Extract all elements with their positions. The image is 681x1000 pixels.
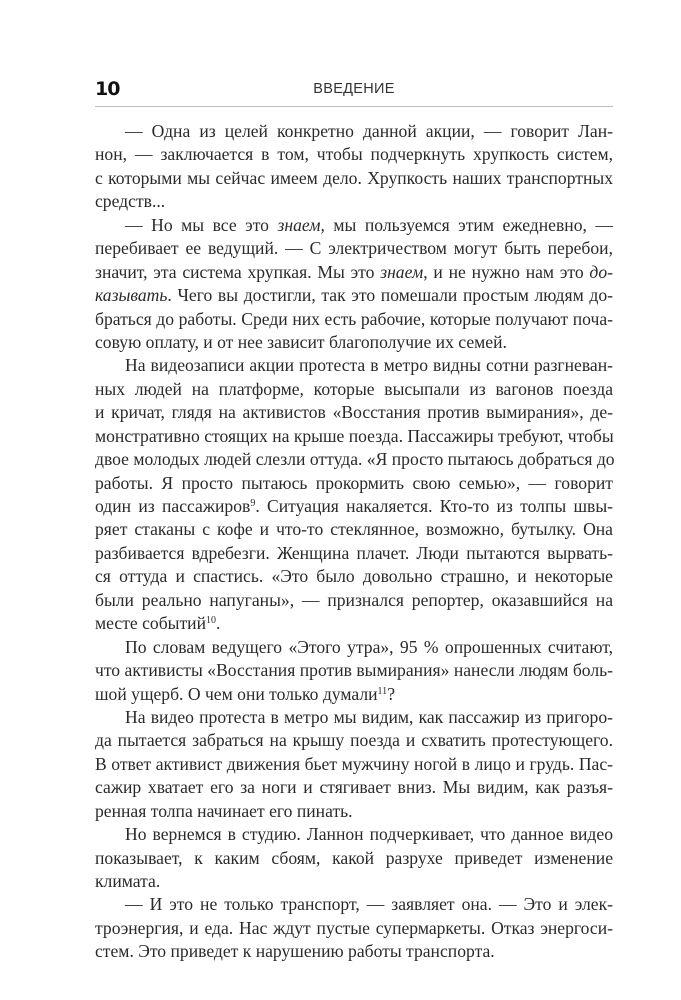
- text-line: [95, 870, 613, 893]
- text-segment: месте событий: [95, 613, 206, 634]
- text-segment: Но вернемся в студию. Ланнон подчеркивает, что данное видео: [125, 824, 613, 845]
- text-line: [95, 495, 613, 518]
- text-segment: На видео протеста в метро мы видим, как пассажир из пригоро-: [125, 706, 613, 727]
- text-line: [95, 800, 613, 823]
- emphasis-text: до-: [589, 261, 613, 282]
- text-segment: На видеозаписи акции протеста в метро видны сотни разгневан-: [125, 355, 613, 376]
- text-segment: сажир хватает его за ноги и стягивает вниз. Мы видим, как разъя-: [95, 777, 613, 798]
- text-segment: монстративно стоящих на крыше поезда. Пассажиры требуют, чтобы: [95, 425, 614, 446]
- text-line: [95, 636, 613, 659]
- text-segment: и кричат, глядя на активистов «Восстания против вымирания», де-: [95, 402, 613, 423]
- footnote-ref: 10: [205, 615, 216, 627]
- text-segment: ?: [387, 683, 395, 704]
- text-segment: перебивает ее ведущий. — С электричеством могут быть перебои,: [95, 238, 613, 259]
- text-segment: один из пассажиров: [95, 496, 251, 516]
- text-segment: По словам ведущего «Этого утра», 95 % опрошенных считают,: [125, 636, 613, 657]
- text-segment: значит, эта система хрупкая. Мы это: [95, 261, 381, 282]
- text-line: [95, 706, 613, 729]
- text-segment: . Ситуация накаляется. Кто-то из толпы швы-: [255, 496, 613, 516]
- text-segment: ренная толпа начинает его пинать.: [95, 800, 353, 821]
- text-segment: — Одна из целей конкретно данной акции, — говорит Лан-: [125, 121, 613, 141]
- text-line: [95, 847, 613, 870]
- text-line: [95, 354, 613, 377]
- page-number: 10: [95, 78, 120, 100]
- text-segment: были реально напуганы», — признался репортер, оказавшийся на: [95, 589, 613, 610]
- text-line: [95, 190, 613, 213]
- text-line: [95, 448, 613, 471]
- text-line: [95, 308, 613, 331]
- text-line: [95, 401, 613, 424]
- text-line: [95, 917, 613, 940]
- text-line: [95, 472, 613, 495]
- emphasis-text: знаем: [380, 261, 424, 282]
- text-segment: ных людей на платформе, которые высыпали из вагонов поезда: [95, 378, 613, 399]
- text-segment: с которыми мы сейчас имеем дело. Хрупкость наших транспортных: [95, 167, 613, 188]
- text-line: [95, 378, 613, 401]
- text-segment: ряет стаканы с кофе и что-то стеклянное, возможно, бутылку. Она: [95, 519, 613, 540]
- text-line: [95, 565, 613, 588]
- emphasis-text: знаем,: [277, 214, 325, 235]
- text-segment: нон, — заключается в том, чтобы подчеркнуть хрупкость систем,: [95, 144, 613, 165]
- text-line: [95, 659, 613, 682]
- text-line: [95, 940, 613, 963]
- text-line: [95, 612, 613, 635]
- paragraph: [95, 706, 613, 823]
- text-segment: . Чего вы достигли, так это помешали простым людям до-: [167, 285, 613, 306]
- footnote-ref: 9: [250, 498, 256, 509]
- text-line: [95, 284, 613, 307]
- text-segment: стем. Это приведет к нарушению работы транспорта.: [95, 941, 495, 962]
- text-segment: троэнергия, и еда. Нас ждут пустые супермаркеты. Отказ энергоси-: [95, 917, 613, 938]
- page-body: [95, 120, 613, 964]
- text-segment: да пытается забраться на крышу поезда и схватить протестующего.: [95, 730, 613, 751]
- text-segment: В ответ активист движения бьет мужчину ногой в лицо и грудь. Пас-: [95, 753, 613, 774]
- paragraph: [95, 893, 613, 963]
- text-line: [95, 237, 613, 260]
- text-line: [95, 167, 613, 190]
- text-line: [95, 331, 613, 354]
- paragraph: [95, 354, 613, 635]
- text-segment: мы пользуемся этим ежедневно, —: [324, 214, 613, 235]
- text-line: [95, 589, 613, 612]
- text-segment: шой ущерб. О чем они только думали: [95, 683, 378, 704]
- text-segment: совую оплату, и от нее зависит благополучие их семей.: [95, 331, 507, 352]
- text-line: [95, 893, 613, 916]
- running-head: ВВЕДЕНИЕ: [313, 81, 395, 97]
- text-line: [95, 683, 613, 706]
- text-segment: браться до работы. Среди них есть рабочие, которые получают поча-: [95, 308, 613, 329]
- text-segment: показывает, к каким сбоям, какой разрухе приведет изменение: [95, 847, 613, 868]
- text-segment: разбивается вдребезги. Женщина плачет. Люди пытаются вырвать-: [95, 542, 613, 563]
- text-line: [95, 214, 613, 237]
- text-segment: работы. Я просто пытаюсь прокормить свою семью», — говорит: [95, 472, 613, 493]
- text-line: [95, 143, 613, 166]
- text-line: [95, 542, 613, 565]
- text-segment: двое молодых людей слезли оттуда. «Я просто пытаюсь добраться до: [95, 449, 615, 470]
- paragraph: [95, 214, 613, 355]
- text-segment: — И это не только транспорт, — заявляет она. — Это и элек-: [125, 894, 613, 915]
- text-line: [95, 729, 613, 752]
- paragraph: [95, 823, 613, 893]
- text-segment: ся оттуда и спастись. «Это было довольно страшно, и некоторые: [95, 566, 613, 587]
- paragraph: [95, 120, 613, 214]
- text-line: [95, 823, 613, 846]
- text-line: [95, 518, 613, 541]
- text-segment: — Но мы все это: [125, 214, 278, 235]
- text-segment: средств...: [95, 191, 166, 212]
- text-segment: что активисты «Восстания против вымирания» нанесли людям боль-: [95, 660, 613, 681]
- text-line: [95, 261, 613, 284]
- text-line: [95, 753, 613, 776]
- page-header: [95, 74, 613, 107]
- emphasis-text: казывать: [95, 285, 168, 306]
- text-segment: климата.: [95, 871, 161, 891]
- paragraph: [95, 636, 613, 706]
- text-segment: , и не нужно нам это: [423, 261, 590, 282]
- text-line: [95, 425, 613, 448]
- footnote-ref: 11: [377, 685, 388, 697]
- text-line: [95, 120, 613, 143]
- text-line: [95, 776, 613, 799]
- text-segment: .: [215, 613, 221, 634]
